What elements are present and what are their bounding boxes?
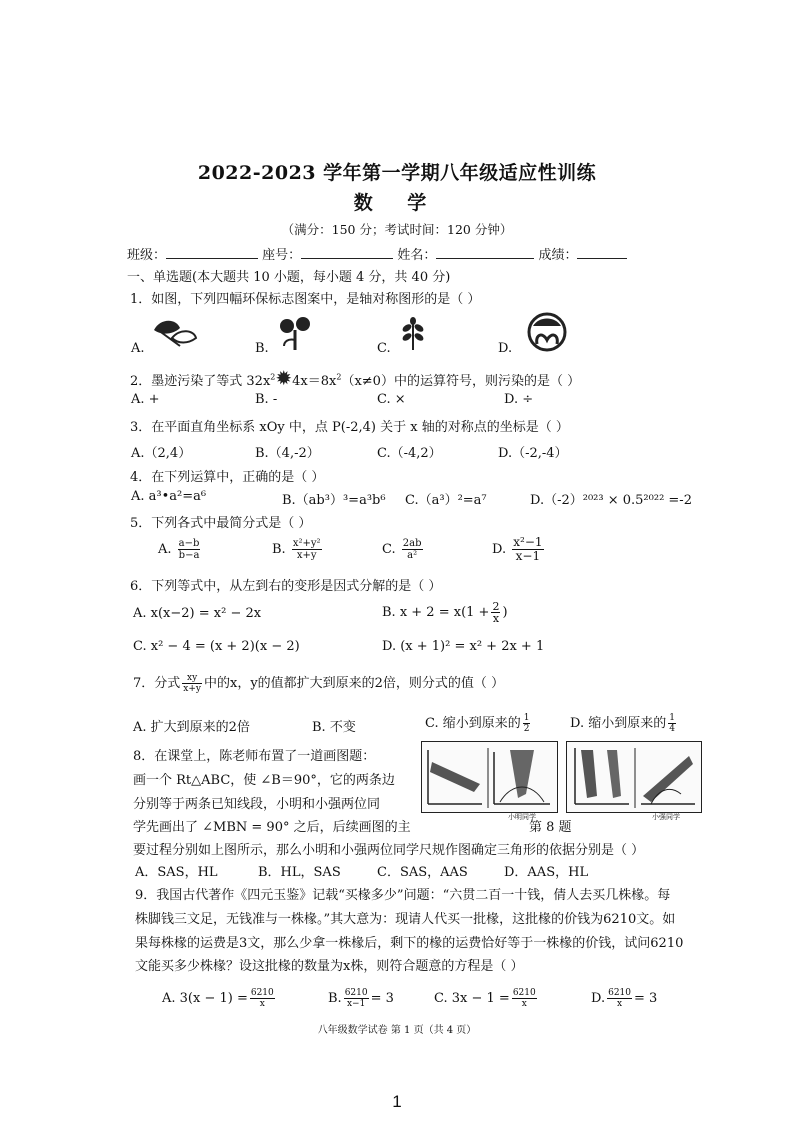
q8-fig-right-label: 小强同学 bbox=[652, 813, 680, 821]
q8-option-d: D．AAS，HL bbox=[504, 865, 589, 880]
q7-stem: 7．分式 $\frac{xy}{x+y}$ 中的x，y的值都扩大到原来的2倍，则分式的值（ ） bbox=[133, 673, 505, 694]
q7-option-b: B. 不变 bbox=[312, 720, 356, 735]
q8-figure-right bbox=[566, 741, 702, 813]
q6-option-d: D. (x + 1)² = x² + 2x + 1 bbox=[382, 639, 545, 654]
q5-option-b: B. $\frac{\text{x²+y²}}{x+y}$ bbox=[272, 538, 321, 561]
q9-option-b: B. $\frac{6210}{x-1}$ = 3 bbox=[328, 988, 394, 1009]
q2-option-d: D. ÷ bbox=[504, 392, 534, 407]
exam-title: 2022-2023 学年第一学期八年级适应性训练 bbox=[197, 162, 597, 184]
q9-line-4: 文能买多少株椽？设这批椽的数量为x株，则符合题意的方程是（ ） bbox=[135, 959, 524, 974]
q3-option-b: B.（4,-2） bbox=[255, 446, 320, 461]
q5-option-a: A. $\frac{a-b}{b-a}$ bbox=[158, 538, 200, 561]
q9-line-2: 株脚钱三文足，无钱准与一株椽。”其大意为：现请人代买一批椽，这批椽的价钱为6210文。如 bbox=[135, 912, 676, 927]
q3-stem: 3．在平面直角坐标系 xOy 中，点 P(-2,4) 关于 x 轴的对称点的坐标是（ ） bbox=[130, 420, 569, 435]
class-label: 班级： bbox=[127, 248, 167, 263]
q8-figure-caption: 第 8 题 bbox=[529, 820, 572, 835]
section-heading: 一、单选题(本大题共 10 小题，每小题 4 分，共 40 分) bbox=[127, 270, 451, 285]
q5-option-c: C. $\frac{2ab}{\text{a²}}$ bbox=[382, 538, 422, 561]
q8-fig-left-label: 小明同学 bbox=[508, 813, 536, 821]
q8-line-2: 画一个 Rt△ABC，使 ∠B＝90°，它的两条边 bbox=[133, 773, 395, 788]
q3-option-d: D.（-2,-4） bbox=[498, 446, 568, 461]
q8-line-4: 学先画出了 ∠MBN = 90° 之后，后续画图的主 bbox=[133, 820, 411, 835]
q8-option-c: C．SAS，AAS bbox=[377, 865, 468, 880]
q6-option-a: A. x(x−2) = x² − 2x bbox=[133, 606, 262, 621]
score-label: 成绩： bbox=[538, 248, 578, 263]
exam-meta: （满分：150 分；考试时间：120 分钟） bbox=[281, 222, 513, 237]
ink-blot-icon: ✹ bbox=[275, 366, 293, 390]
q9-option-a: A. 3(x − 1) = $\frac{6210}{x}$ bbox=[162, 988, 274, 1009]
class-field[interactable] bbox=[166, 246, 258, 259]
q9-line-3: 果每株椽的运费是3文，那么少拿一株椽后，剩下的椽的运费恰好等于一株椽的价钱，试问6210 bbox=[135, 936, 684, 951]
name-field[interactable] bbox=[436, 246, 534, 259]
q8-figure-left bbox=[421, 741, 558, 813]
q2-stem: 2．墨迹污染了等式 $32x^2✹4x=8x^2(x\ne 0)$中的运算符号，则污染的是（ ） bbox=[130, 366, 581, 390]
q3-option-c: C.（-4,2） bbox=[377, 446, 442, 461]
q7-option-d: D. 缩小到原来的 $\frac{1}{4}$ bbox=[570, 713, 675, 734]
q5-option-d: D. $\frac{\text{x²−1}}{x-1}$ bbox=[492, 535, 543, 563]
q6-option-b: B. x + 2 = x(1 + $\frac{2}{x}$ ) bbox=[382, 600, 508, 625]
q1-option-c: C. bbox=[377, 341, 391, 356]
name-label: 姓名： bbox=[397, 248, 437, 263]
q4-stem: 4．在下列运算中，正确的是（ ） bbox=[130, 470, 325, 485]
construction-drawing-left bbox=[422, 742, 557, 812]
leaf-logo-icon bbox=[150, 316, 200, 350]
seat-label: 座号： bbox=[262, 248, 302, 263]
page-number: 1 bbox=[392, 1092, 402, 1111]
sheet-footer: 八年级数学试卷 第 1 页（共 4 页） bbox=[317, 1025, 477, 1036]
q2-option-b: B. - bbox=[255, 392, 278, 407]
q1-option-b: B. bbox=[255, 341, 269, 356]
seat-field[interactable] bbox=[301, 246, 393, 259]
q1-option-a: A. bbox=[131, 341, 145, 356]
q7-option-c: C. 缩小到原来的 $\frac{1}{2}$ bbox=[425, 713, 530, 734]
q8-option-b: B．HL，SAS bbox=[258, 865, 341, 880]
q4-option-a: A. a³•a²=a⁶ bbox=[131, 489, 207, 504]
q5-stem: 5．下列各式中最简分式是（ ） bbox=[130, 516, 312, 531]
q4-option-c: C.（a³）²=a⁷ bbox=[405, 493, 487, 508]
q3-option-a: A.（2,4） bbox=[131, 446, 192, 461]
construction-drawing-right bbox=[567, 742, 701, 812]
score-field[interactable] bbox=[577, 246, 627, 259]
q8-line-3: 分别等于两条已知线段，小明和小强两位同 bbox=[133, 797, 381, 812]
subject-title: 数 学 bbox=[353, 192, 441, 214]
q1-stem: 1．如图，下列四幅环保标志图案中，是轴对称图形的是（ ） bbox=[130, 292, 481, 307]
q9-option-c: C. 3x − 1 = $\frac{6210}{x}$ bbox=[434, 988, 536, 1009]
info-line bbox=[127, 244, 627, 263]
q9-option-d: D. $\frac{6210}{x}$ = 3 bbox=[591, 988, 658, 1009]
q6-stem: 6．下列等式中，从左到右的变形是因式分解的是（ ） bbox=[130, 579, 442, 594]
globe-logo-icon bbox=[525, 312, 569, 354]
q8-line-1: 8．在课堂上，陈老师布置了一道画图题： bbox=[133, 749, 376, 764]
sprout-logo-icon bbox=[276, 316, 316, 354]
q4-option-d: D.（-2）²⁰²³ × 0.5²⁰²² =-2 bbox=[530, 493, 692, 508]
q2-option-a: A. + bbox=[131, 392, 160, 407]
q8-line-5: 要过程分别如上图所示，那么小明和小强两位同学尺规作图确定三角形的依据分别是（ ） bbox=[133, 843, 645, 858]
q4-option-b: B.（ab³）³=a³b⁶ bbox=[282, 493, 386, 508]
q1-option-d: D. bbox=[498, 341, 513, 356]
q2-option-c: C. × bbox=[377, 392, 406, 407]
q6-option-c: C. x² − 4 = (x + 2)(x − 2) bbox=[133, 639, 300, 654]
q7-option-a: A. 扩大到原来的2倍 bbox=[133, 720, 250, 735]
q9-line-1: 9．我国古代著作《四元玉鉴》记载“买椽多少”问题：“六贯二百一十钱，倩人去买几株椽。每 bbox=[135, 888, 671, 903]
q8-option-a: A．SAS，HL bbox=[135, 865, 218, 880]
wheat-logo-icon bbox=[398, 316, 428, 354]
